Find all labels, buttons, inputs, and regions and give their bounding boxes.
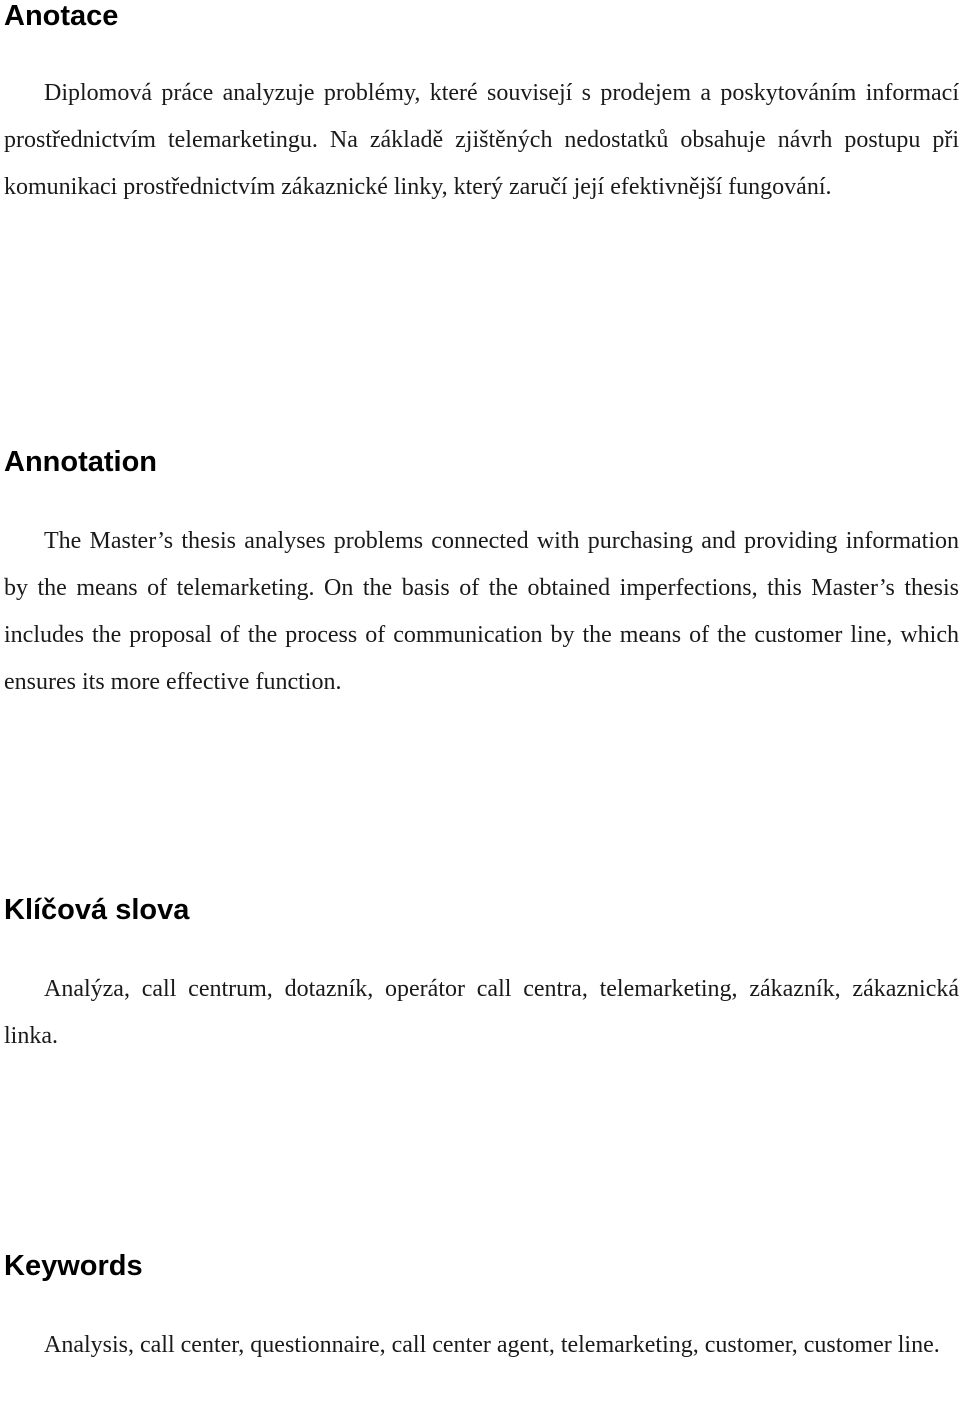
annotation-paragraph: The Master’s thesis analyses problems connected with purchasing and providing information by the means of telemarketing. On the basis of the obtained imperfections, this Master’s thesis includes the proposal of the process of communication by the means of the customer line, which ensures its more effective function. [4,528,959,695]
keywords-paragraph: Analysis, call center, questionnaire, call center agent, telemarketing, customer, customer line. [44,1332,940,1358]
keywords-heading: Keywords [4,1250,143,1282]
anotace-paragraph: Diplomová práce analyzuje problémy, které souvisejí s prodejem a poskytováním informací prostřednictvím telemarketingu. Na základě zjištěných nedostatků obsahuje návrh postupu při komunikaci prostřednictvím zákaznické linky, který zaručí její efektivnější fungování. [4,80,959,200]
klicova-slova-paragraph: Analýza, call centrum, dotazník, operátor call centra, telemarketing, zákazník, zákaznická linka. [4,976,959,1049]
annotation-heading: Annotation [4,446,158,478]
anotace-heading: Anotace [4,0,119,32]
klicova-slova-heading: Klíčová slova [4,894,190,926]
